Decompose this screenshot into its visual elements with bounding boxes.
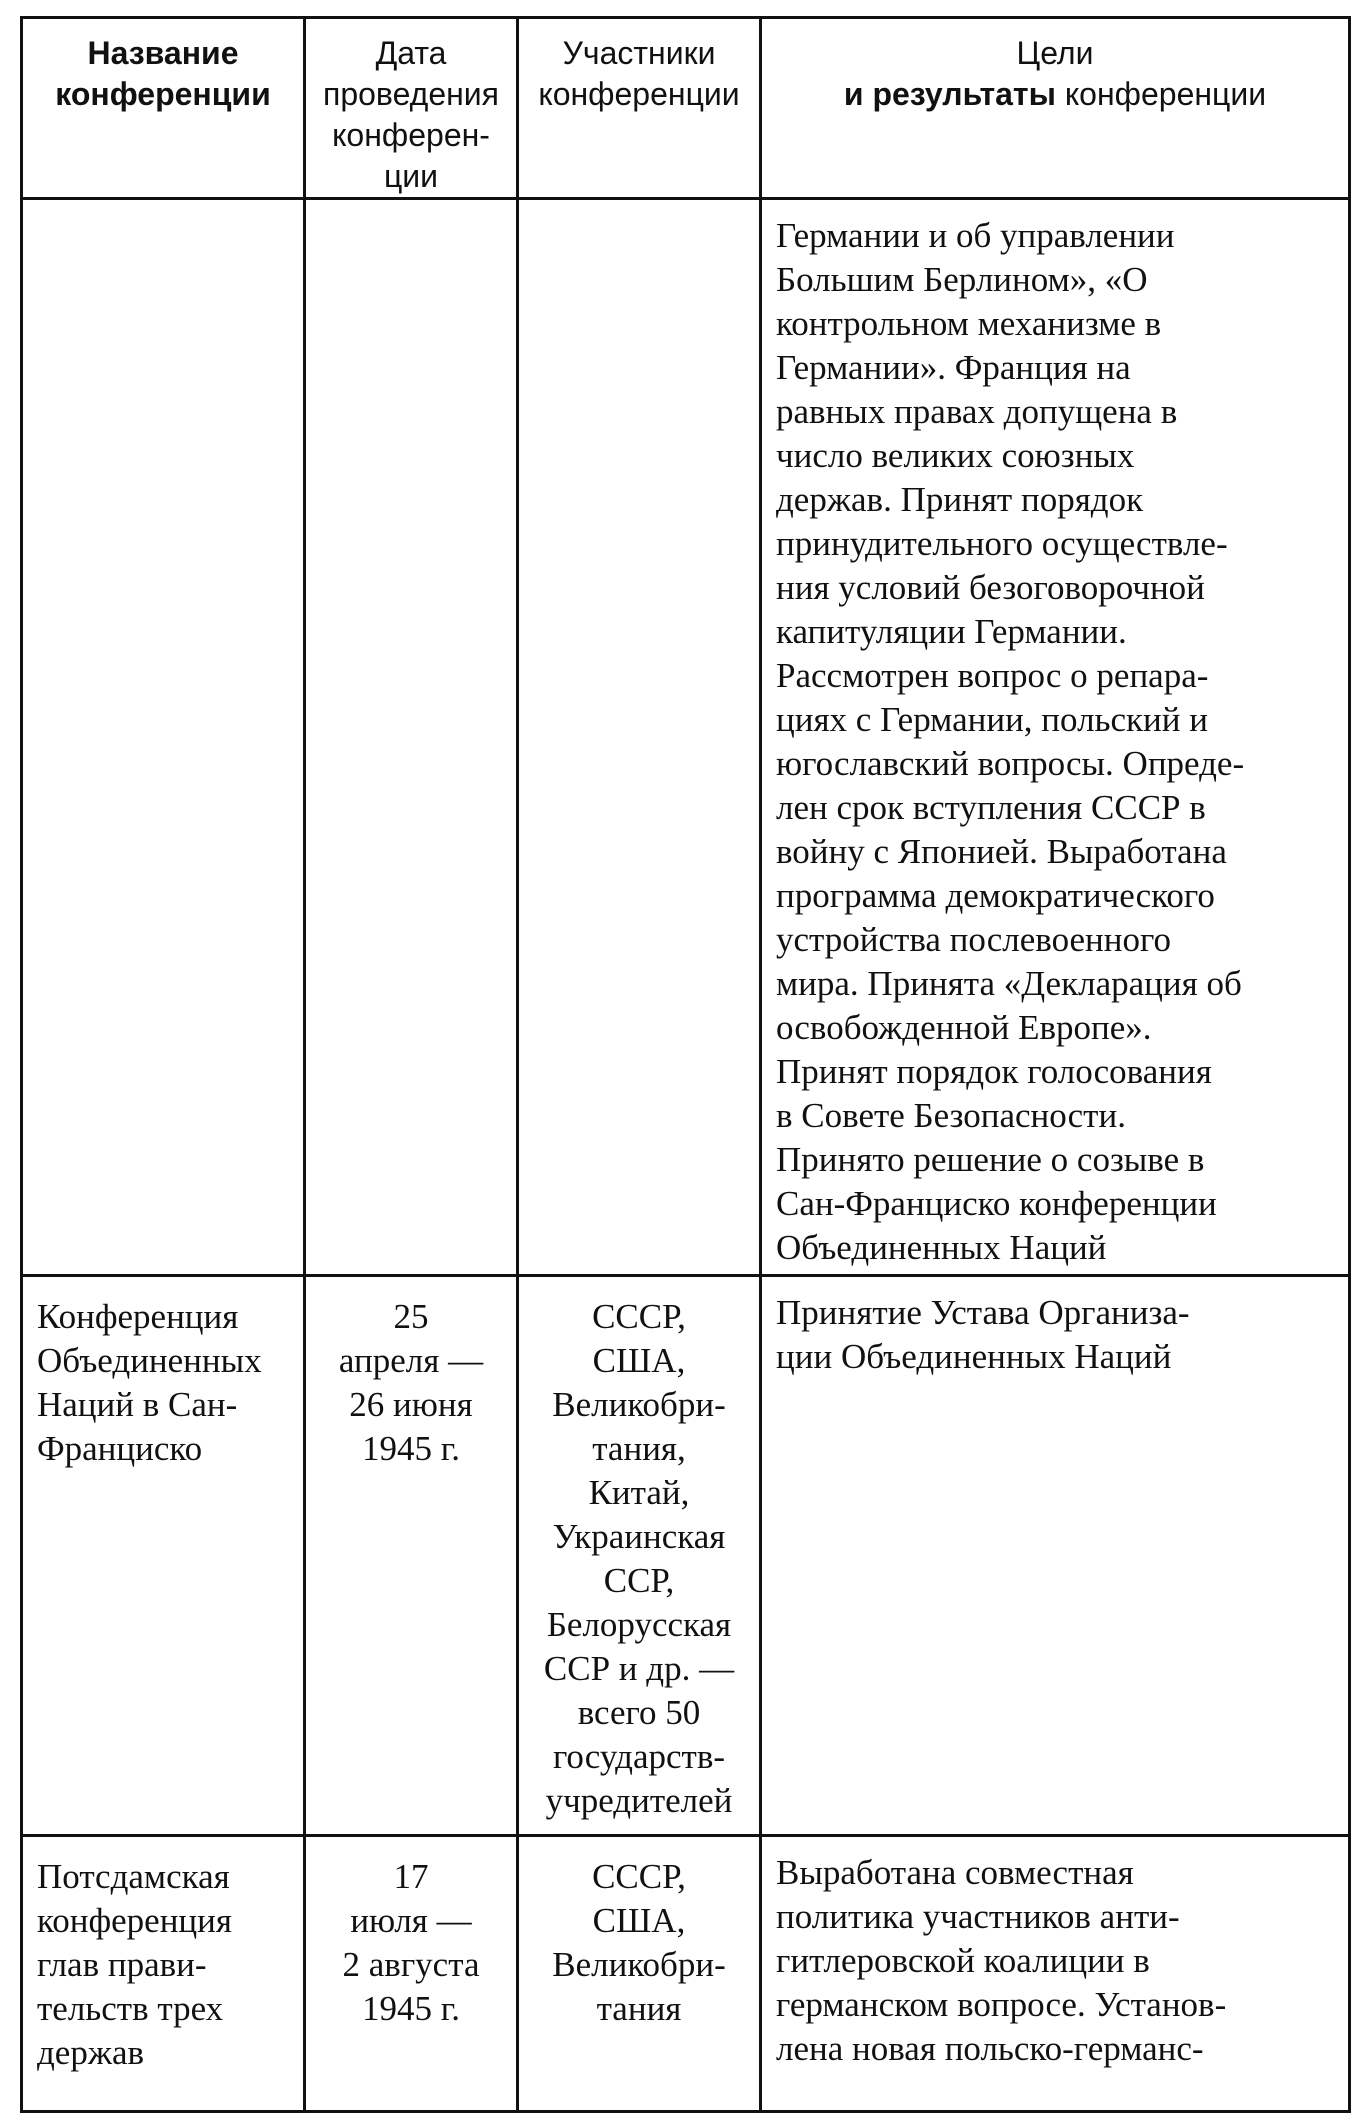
cell-text-line: германском вопросе. Установ- bbox=[776, 1985, 1227, 2024]
header-goals-normal: конференции bbox=[1064, 76, 1267, 112]
cell-text-line: ССР и др. — bbox=[543, 1649, 735, 1688]
cell-text-line: держав bbox=[37, 2033, 145, 2072]
cell-text-line: учредителей bbox=[545, 1781, 733, 1820]
cell-text-line: Выработана совместная bbox=[776, 1853, 1134, 1892]
cell-text-line: СССР, bbox=[592, 1857, 686, 1896]
cell-text-line: тельств трех bbox=[37, 1989, 224, 2028]
cell-text-line: 26 июня bbox=[349, 1385, 473, 1424]
cell-text-line: Великобри- bbox=[552, 1945, 726, 1984]
cell-text-line: США, bbox=[592, 1901, 686, 1940]
cell-text-line: СССР, bbox=[592, 1297, 686, 1336]
cell-text-line: Германии». Франция на bbox=[776, 348, 1131, 387]
header-participants bbox=[518, 18, 761, 199]
cell-text-line: число великих союзных bbox=[776, 436, 1135, 475]
header-conference-name bbox=[22, 18, 305, 199]
cell-goals-results bbox=[761, 1836, 1350, 2112]
cell-text-line: ции Объединенных Наций bbox=[776, 1337, 1172, 1376]
header-goals-line: Цели bbox=[1016, 35, 1094, 71]
header-name-line: Название bbox=[87, 35, 239, 71]
cell-text-line: Рассмотрен вопрос о репара- bbox=[776, 656, 1209, 695]
cell-text-line: Великобри- bbox=[552, 1385, 726, 1424]
header-date-line: ции bbox=[383, 158, 439, 194]
cell-participants bbox=[518, 1276, 761, 1836]
conferences-table bbox=[20, 16, 1351, 2113]
cell-date bbox=[305, 1836, 518, 2112]
cell-text-line: 2 августа bbox=[342, 1945, 480, 1984]
cell-text-line: принудительного осуществле- bbox=[776, 524, 1228, 563]
cell-date bbox=[305, 1276, 518, 1836]
cell-text-line: в Совете Безопасности. bbox=[776, 1096, 1126, 1135]
cell-text-line: ССР, bbox=[603, 1561, 675, 1600]
cell-text-line: мира. Принята «Декларация об bbox=[776, 964, 1242, 1003]
cell-conference-name bbox=[22, 1276, 305, 1836]
cell-text-line: лен срок вступления СССР в bbox=[776, 788, 1206, 827]
cell-text-line: войну с Японией. Выработана bbox=[776, 832, 1227, 871]
cell-text-line: 17 bbox=[393, 1857, 429, 1896]
cell-text-line: капитуляции Германии. bbox=[776, 612, 1127, 651]
cell-text-line: Объединенных Наций bbox=[776, 1228, 1107, 1267]
cell-text-line: контрольном механизме в bbox=[776, 304, 1162, 343]
header-goals-bold: и результаты bbox=[843, 76, 1056, 112]
cell-text-line: Франциско bbox=[37, 1429, 203, 1468]
table-row bbox=[22, 1836, 1350, 2112]
cell-text-line: всего 50 bbox=[577, 1693, 701, 1732]
header-date-line: конферен- bbox=[332, 117, 490, 153]
cell-text-line: Конференция bbox=[37, 1297, 239, 1336]
cell-text-line: июля — bbox=[350, 1901, 472, 1940]
cell-text-line: политика участников анти- bbox=[776, 1897, 1180, 1936]
cell-text-line: Принятие Устава Организа- bbox=[776, 1293, 1190, 1332]
cell-text-line: гитлеровской коалиции в bbox=[776, 1941, 1150, 1980]
cell-participants bbox=[518, 1836, 761, 2112]
cell-text-line: Наций в Сан- bbox=[37, 1385, 238, 1424]
cell-text-line: конференция bbox=[37, 1901, 232, 1940]
cell-date bbox=[305, 199, 518, 1276]
cell-text-line: Объединенных bbox=[37, 1341, 262, 1380]
cell-text-line: Потсдамская bbox=[37, 1857, 230, 1896]
header-participants-line: конференции bbox=[538, 76, 740, 112]
table-header-row bbox=[22, 18, 1350, 199]
cell-text-line: программа демократического bbox=[776, 876, 1215, 915]
cell-text-line: освобожденной Европе». bbox=[776, 1008, 1152, 1047]
cell-text-line: апреля — bbox=[338, 1341, 484, 1380]
cell-text-line: тания, bbox=[592, 1429, 686, 1468]
cell-participants bbox=[518, 199, 761, 1276]
cell-text-line: Большим Берлином», «О bbox=[776, 260, 1148, 299]
cell-text-line: держав. Принят порядок bbox=[776, 480, 1144, 519]
cell-text-line: 1945 г. bbox=[362, 1429, 460, 1468]
header-goals-line bbox=[762, 74, 1348, 115]
cell-text-line: Принято решение о созыве в bbox=[776, 1140, 1205, 1179]
header-goals-results bbox=[761, 18, 1350, 199]
cell-text-line: югославский вопросы. Опреде- bbox=[776, 744, 1245, 783]
cell-conference-name bbox=[22, 1836, 305, 2112]
table-row bbox=[22, 199, 1350, 1276]
cell-text-line: лена новая польско-германс- bbox=[776, 2029, 1204, 2068]
cell-text-line: 1945 г. bbox=[362, 1989, 460, 2028]
cell-text-line: 25 bbox=[393, 1297, 429, 1336]
cell-text-line: устройства послевоенного bbox=[776, 920, 1171, 959]
cell-text-line: Китай, bbox=[588, 1473, 690, 1512]
cell-text-line: тания bbox=[596, 1989, 682, 2028]
table-row bbox=[22, 1276, 1350, 1836]
cell-text-line: Германии и об управлении bbox=[776, 216, 1175, 255]
header-name-line: конференции bbox=[55, 76, 271, 112]
cell-text-line: Принят порядок голосования bbox=[776, 1052, 1212, 1091]
cell-text-line: глав прави- bbox=[37, 1945, 207, 1984]
cell-text-line: государств- bbox=[552, 1737, 726, 1776]
cell-text-line: циях с Германии, польский и bbox=[776, 700, 1208, 739]
cell-text-line: ния условий безоговорочной bbox=[776, 568, 1205, 607]
header-date bbox=[305, 18, 518, 199]
cell-conference-name bbox=[22, 199, 305, 1276]
cell-goals-results bbox=[761, 199, 1350, 1276]
header-participants-line: Участники bbox=[562, 35, 716, 71]
cell-text-line: Сан-Франциско конференции bbox=[776, 1184, 1217, 1223]
cell-goals-results bbox=[761, 1276, 1350, 1836]
cell-text-line: равных правах допущена в bbox=[776, 392, 1178, 431]
header-date-line: проведения bbox=[323, 76, 499, 112]
cell-text-line: Украинская bbox=[552, 1517, 726, 1556]
header-date-line: Дата bbox=[375, 35, 447, 71]
cell-text-line: США, bbox=[592, 1341, 686, 1380]
cell-text-line: Белорусская bbox=[546, 1605, 732, 1644]
